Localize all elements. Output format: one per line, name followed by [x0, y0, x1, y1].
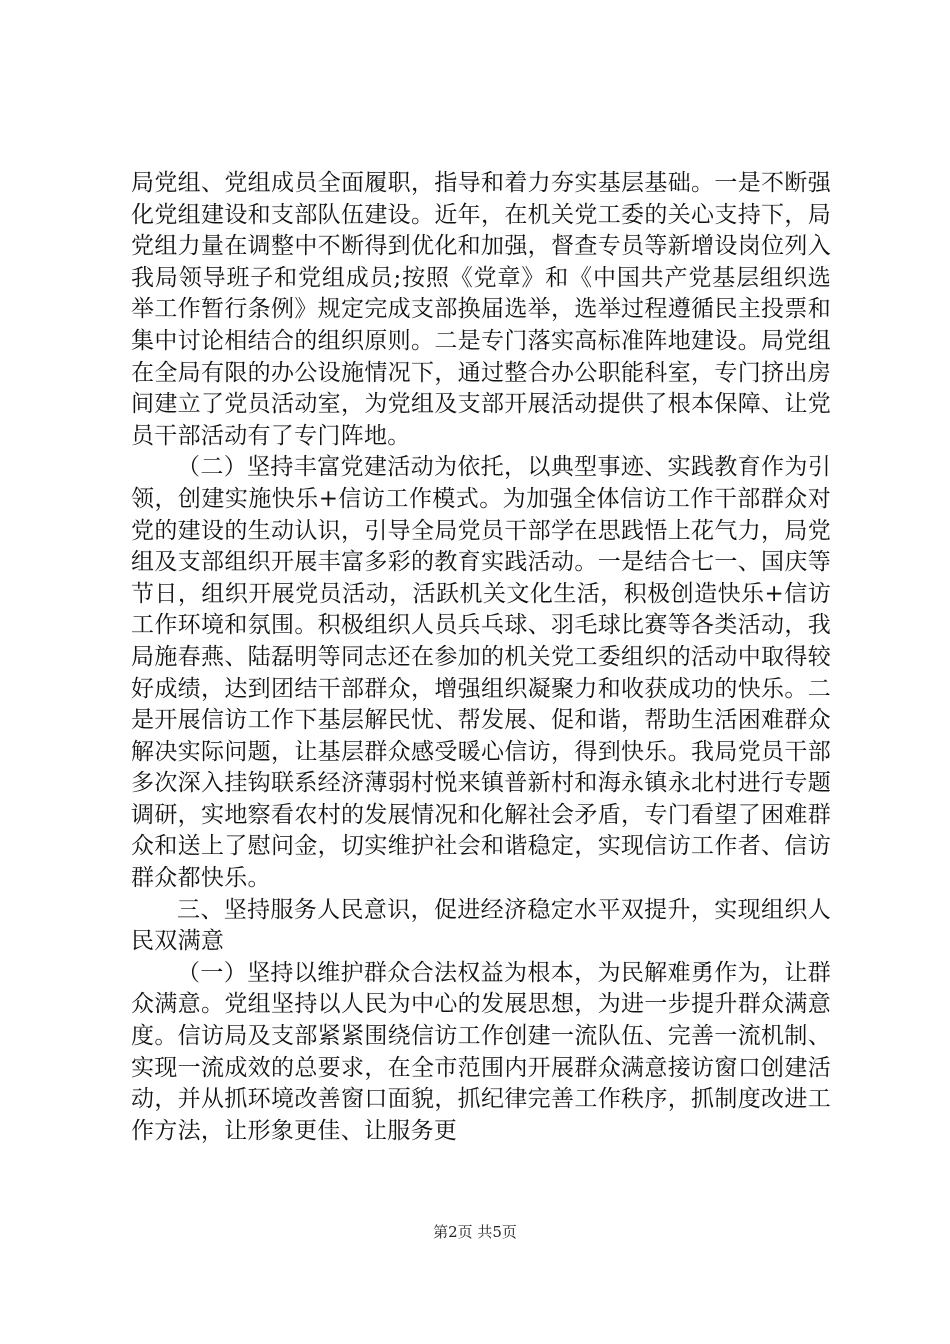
paragraph-4: （一）坚持以维护群众合法权益为根本，为民解难勇作为，让群众满意。党组坚持以人民为中心的发展思想，为进一步提升群众满意度。信访局及支部紧紧围绕信访工作创建一流队伍、完善一流机制、实现一流成效的总要求，在全市范围内开展群众满意接访窗口创建活动，并从抓环境改善窗口面貌，抓纪律完善工作秩序，抓制度改进工作方法，让形象更佳、让服务更 [131, 959, 831, 1144]
document-body [131, 168, 831, 1147]
page-number-footer: 第2页 共5页 [433, 1223, 517, 1241]
section-heading-3: 三、坚持服务人民意识，促进经济稳定水平双提升，实现组织人民双满意 [131, 896, 831, 955]
paragraph-2: （二）坚持丰富党建活动为依托，以典型事迹、实践教育作为引领，创建实施快乐+信访工作模式。为加强全体信访工作干部群众对党的建设的生动认识，引导全局党员干部学在思践悟上花气力，局党组及支部组织开展丰富多彩的教育实践活动。一是结合七一、国庆等节日，组织开展党员活动，活跃机关文化生活，积极创造快乐+信访工作环境和氛围。积极组织人员兵乓球、羽毛球比赛等各类活动，我局施春燕、陆磊明等同志还在参加的机关党工委组织的活动中取得较好成绩，达到团结干部群众，增强组织凝聚力和收获成功的快乐。二是开展信访工作下基层解民忧、帮发展、促和谐，帮助生活困难群众解决实际问题，让基层群众感受暖心信访，得到快乐。我局党员干部多次深入挂钩联系经济薄弱村悦来镇普新村和海永镇永北村进行专题调研，实地察看农村的发展情况和化解社会矛盾，专门看望了困难群众和送上了慰问金，切实维护社会和谐稳定，实现信访工作者、信访群众都快乐。 [131, 454, 831, 892]
paragraph-1: 局党组、党组成员全面履职，指导和着力夯实基层基础。一是不断强化党组建设和支部队伍建设。近年，在机关党工委的关心支持下，局党组力量在调整中不断得到优化和加强，督查专员等新增设岗位列入我局领导班子和党组成员;按照《党章》和《中国共产党基层组织选举工作暂行条例》规定完成支部换届选举，选举过程遵循民主投票和集中讨论相结合的组织原则。二是专门落实高标准阵地建设。局党组在全局有限的办公设施情况下，通过整合办公职能科室，专门挤出房间建立了党员活动室，为党组及支部开展活动提供了根本保障、让党员干部活动有了专门阵地。 [131, 170, 831, 449]
